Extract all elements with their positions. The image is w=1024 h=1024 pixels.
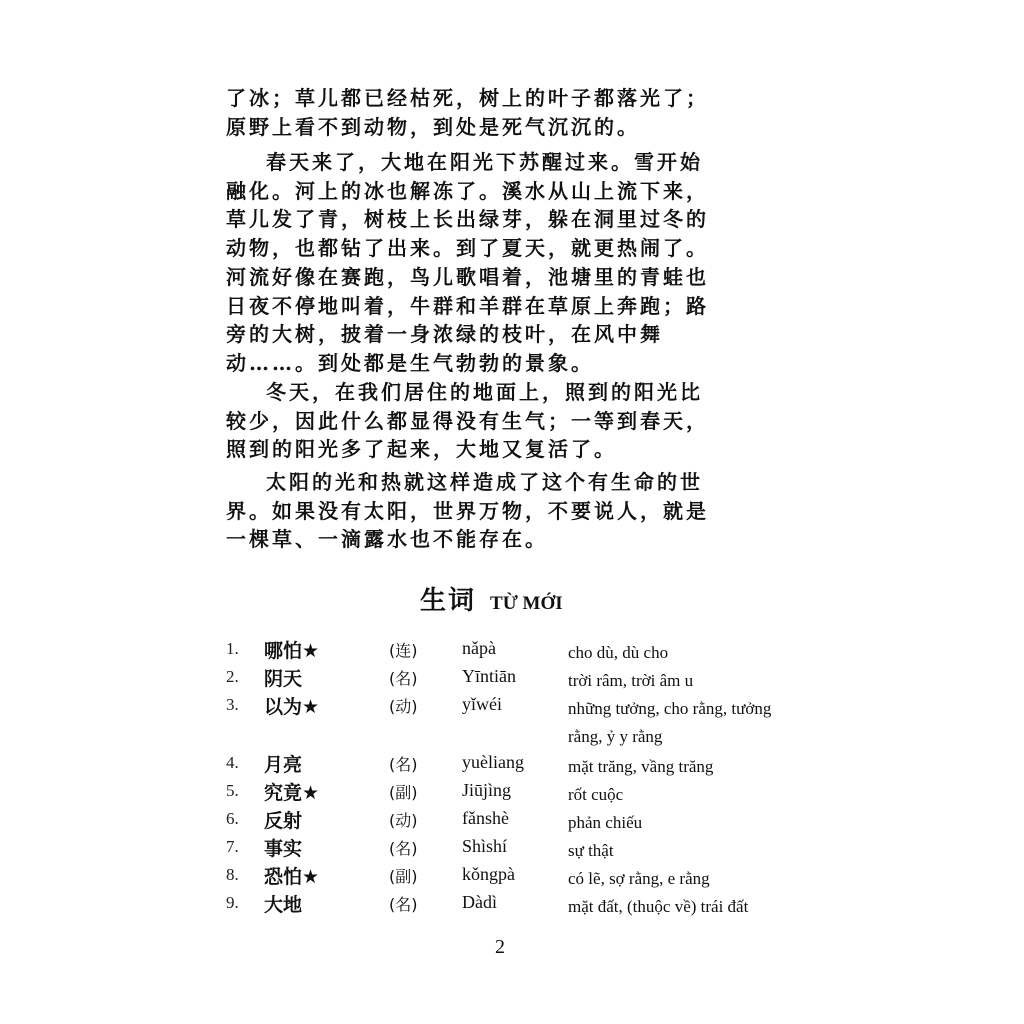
- text-line: 界。如果没有太阳，世界万物，不要说人，就是: [226, 498, 709, 523]
- text-line: 照到的阳光多了起来，大地又复活了。: [226, 437, 617, 462]
- paragraph-4: [226, 468, 778, 554]
- vocabulary-row: [0, 692, 1024, 748]
- text-line: 融化。河上的冰也解冻了。溪水从山上流下来，: [226, 178, 709, 203]
- text-line: 原野上看不到动物，到处是死气沉沉的。: [226, 114, 640, 139]
- vocabulary-title-chinese: 生词: [420, 586, 477, 616]
- entry-pinyin: kǒngpà: [462, 864, 515, 884]
- entry-number: 9.: [226, 893, 239, 912]
- entry-number: 2.: [226, 667, 239, 686]
- entry-part-of-speech: (副): [389, 867, 418, 886]
- text-line: 太阳的光和热就这样造成了这个有生命的世: [266, 470, 703, 494]
- entry-part-of-speech: (名): [389, 895, 418, 914]
- entry-meaning: có lẽ, sợ rằng, e rằng: [568, 869, 710, 888]
- entry-word: 大地: [264, 894, 303, 916]
- vocabulary-row: [0, 862, 1024, 890]
- page-number: 2: [495, 936, 505, 958]
- entry-meaning: phản chiếu: [568, 813, 643, 832]
- entry-pinyin: Jiūjìng: [462, 780, 512, 800]
- entry-part-of-speech: (名): [389, 669, 418, 688]
- entry-pinyin: yuèliang: [462, 752, 524, 772]
- entry-word: 阴天: [264, 668, 303, 690]
- entry-word: 月亮: [264, 754, 303, 776]
- entry-word: 事实: [264, 838, 303, 860]
- entry-pinyin: nǎpà: [462, 638, 496, 658]
- entry-part-of-speech: (名): [389, 755, 418, 774]
- paragraph-2: [226, 148, 778, 378]
- entry-number: 4.: [226, 753, 239, 772]
- text-line: 一棵草、一滴露水也不能存在。: [226, 527, 548, 552]
- entry-number: 1.: [226, 639, 239, 658]
- vocabulary-row: [0, 806, 1024, 834]
- entry-pinyin: Dàdì: [462, 892, 497, 912]
- entry-pinyin: fǎnshè: [462, 808, 509, 828]
- vocabulary-row: [0, 834, 1024, 862]
- entry-part-of-speech: (名): [389, 839, 418, 858]
- entry-pinyin: Yīntiān: [462, 666, 516, 686]
- entry-word: 恐怕★: [264, 866, 320, 888]
- paragraph-1: [226, 84, 778, 141]
- entry-number: 6.: [226, 809, 239, 828]
- entry-word: 以为★: [264, 696, 320, 718]
- entry-part-of-speech: (副): [389, 783, 418, 802]
- paragraph-3: [226, 378, 778, 464]
- vocabulary-row: [0, 664, 1024, 692]
- text-line: 动……。到处都是生气勃勃的景象。: [226, 350, 594, 375]
- vocabulary-heading: [420, 580, 563, 616]
- text-line: 较少，因此什么都显得没有生气；一等到春天，: [226, 408, 709, 433]
- entry-meaning: mặt đất, (thuộc về) trái đất: [568, 897, 749, 916]
- text-line: 了冰；草儿都已经枯死，树上的叶子都落光了；: [226, 86, 709, 110]
- text-line: 草儿发了青，树枝上长出绿芽，躲在洞里过冬的: [226, 207, 709, 232]
- entry-part-of-speech: (连): [389, 641, 418, 660]
- entry-word: 哪怕★: [264, 640, 320, 662]
- text-line: 旁的大树，披着一身浓绿的枝叶，在风中舞: [226, 322, 663, 347]
- entry-meaning: trời râm, trời âm u: [568, 671, 694, 690]
- vocabulary-row: [0, 636, 1024, 664]
- entry-number: 7.: [226, 837, 239, 856]
- entry-meaning: rốt cuộc: [568, 785, 624, 804]
- text-line: 春天来了，大地在阳光下苏醒过来。雪开始: [266, 150, 703, 174]
- entry-word: 究竟★: [264, 782, 320, 804]
- text-line: 冬天，在我们居住的地面上，照到的阳光比: [266, 380, 703, 404]
- text-line: 日夜不停地叫着，牛群和羊群在草原上奔跑；路: [226, 293, 709, 318]
- vocabulary-row: [0, 750, 1024, 778]
- entry-meaning: mặt trăng, vầng trăng: [568, 757, 714, 776]
- entry-pinyin: Shìshí: [462, 836, 508, 856]
- entry-pinyin: yǐwéi: [462, 694, 502, 714]
- entry-number: 3.: [226, 695, 239, 714]
- vocabulary-title-vietnamese: TỪ MỚI: [490, 593, 563, 614]
- entry-meaning: cho dù, dù cho: [568, 643, 669, 662]
- vocabulary-row: [0, 778, 1024, 806]
- entry-part-of-speech: (动): [389, 811, 418, 830]
- entry-number: 5.: [226, 781, 239, 800]
- text-line: 河流好像在赛跑，鸟儿歌唱着，池塘里的青蛙也: [226, 264, 709, 289]
- entry-word: 反射: [264, 810, 303, 832]
- entry-part-of-speech: (动): [389, 697, 418, 716]
- vocabulary-row: [0, 890, 1024, 918]
- text-line: 动物，也都钻了出来。到了夏天，就更热闹了。: [226, 236, 709, 261]
- entry-meaning: những tưởng, cho rằng, tưởng rằng, ỷ y rằng: [568, 699, 772, 746]
- entry-meaning: sự thật: [568, 841, 614, 860]
- entry-number: 8.: [226, 865, 239, 884]
